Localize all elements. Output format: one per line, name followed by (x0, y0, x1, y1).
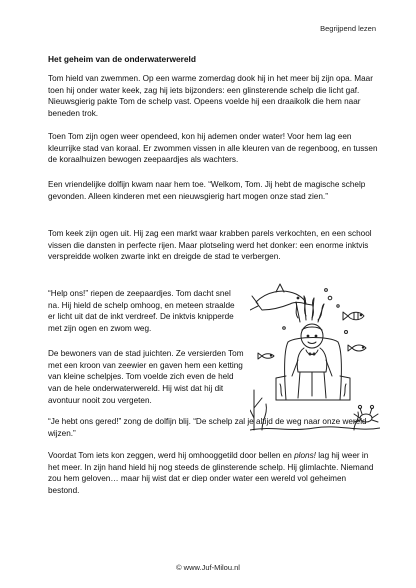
paragraph-6: De bewoners van de stad juichten. Ze versierden Tom met een kroon van zeewier en gaven hem een ketting van kleine schelpjes. Tom voelde zich even de held van de hele onderwaterwereld. Hij wist dat hij dit avontuur nooit zou vergeten. (48, 349, 244, 405)
paragraph-8 (48, 450, 378, 497)
paragraph-1: Tom hield van zwemmen. Op een warme zomerdag dook hij in het meer bij zijn opa. Maar toen hij onder water keek, zag hij iets bijzonders: een glinsterende schelp die licht gaf. Nieuwsgierig pakte Tom de schelp vast. Opeens voelde hij een draaikolk die hem naar beneden trok. (48, 74, 373, 119)
fish-icon (343, 312, 364, 320)
seaweed-crown-icon (296, 296, 324, 322)
paragraph-4: Tom keek zijn ogen uit. Hij zag een markt waar krabben parels verkochten, en een school vissen die dansten in perfecte rijen. Maar plotseling werd het donker: een enorme inktvis verspreidde wolken zwarte inkt en dreigde de stad te verbergen. (48, 229, 372, 262)
fish-icon (258, 353, 274, 359)
paragraph-5: “Help ons!” riepen de zeepaardjes. Tom dacht snel na. Hij hield de schelp omhoog, en meteen straalde er licht uit dat de inkt verdreef. De inktvis knipperde met zijn ogen en zwom weg. (48, 289, 235, 334)
paragraph-7: “Je hebt ons gered!” zong de dolfijn blij. “De schelp zal je altijd de weg naar onze wereld wijzen.” (48, 417, 367, 438)
underwater-illustration (250, 280, 380, 436)
throne-icon (276, 338, 350, 401)
coral-icon (250, 390, 358, 430)
paragraph-3: Een vriendelijke dolfijn kwam naar hem toe. “Welkom, Tom. Jij hebt de magische schelp gevonden. Alleen kinderen met een nieuwsgierig hart mogen onze stad zien.” (48, 180, 366, 201)
paragraph-2: Toen Tom zijn ogen weer opendeed, kon hij ademen onder water! Voor hem lag een kleurrijke stad van koraal. Er zwommen vissen in alle kleuren van de regenboog, en tussen de koraalhuizen bewogen zeepaardjes als wachters. (48, 132, 378, 165)
paragraph-8-emph: plons! (294, 451, 316, 460)
paragraph-8-after: lag hij weer in het meer. In zijn hand hield hij nog steeds de glinsterende schelp. Hij glimlachte. Niemand zou hem geloven… maar hij wist dat er diep onder water een wereld vol geheimen bestond. (48, 451, 374, 496)
paragraph-8-before: Voordat Tom iets kon zeggen, werd hij omhooggetild door bellen en (48, 451, 295, 460)
dolphin-icon (250, 284, 312, 310)
story-title: Het geheim van de onderwaterwereld (48, 54, 197, 64)
fish-icon (348, 345, 366, 351)
sea-floor (250, 427, 380, 430)
header-label: Begrijpend lezen (320, 24, 376, 33)
boy-icon (292, 324, 332, 398)
footer: © www.Juf-Milou.nl (176, 563, 240, 572)
